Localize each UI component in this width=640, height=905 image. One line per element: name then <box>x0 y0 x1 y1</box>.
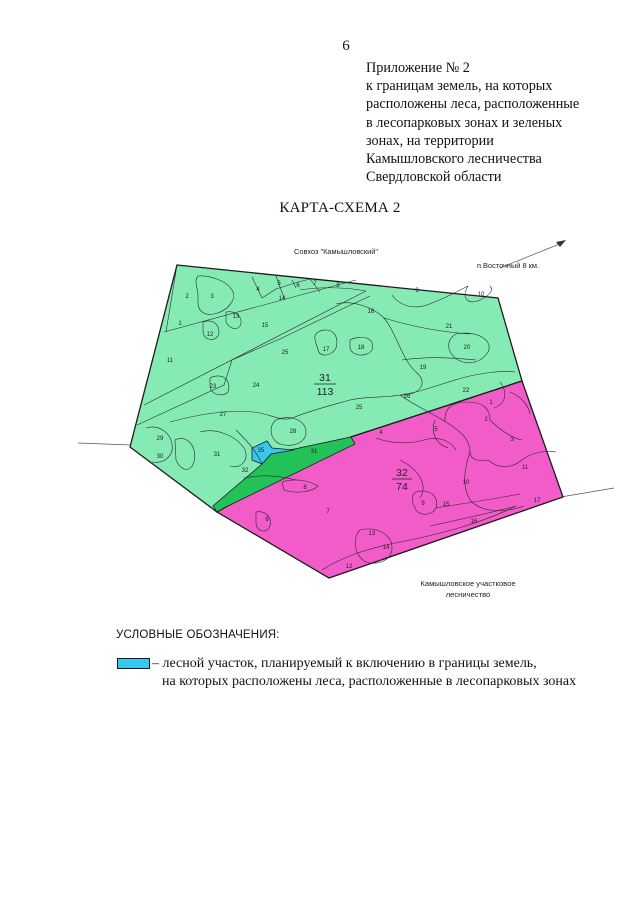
north-parcel-label: 27 <box>219 412 227 418</box>
north-parcel-label: 30 <box>156 454 164 460</box>
north-parcel-label: 21 <box>445 324 453 330</box>
south-parcel-label: 1 <box>489 400 493 406</box>
quarter-31-area-value: 113 <box>316 386 334 398</box>
north-parcel-label: 26 <box>403 394 411 400</box>
north-parcel-label: 17 <box>322 347 330 353</box>
north-parcel-label: 7 <box>313 281 317 287</box>
south-parcel-label: 14 <box>382 545 390 551</box>
north-parcel-label: 35 <box>257 448 265 454</box>
north-parcel-label: 31 <box>213 452 221 458</box>
north-parcel-label: 23 <box>209 384 217 390</box>
appendix-line: Камышловского лесничества <box>366 151 542 168</box>
north-parcel-label: 12 <box>206 332 214 338</box>
north-parcel-label: 25 <box>281 350 289 356</box>
south-parcel-label: 11 <box>521 465 529 471</box>
appendix-line: к границам земель, на которых <box>366 78 553 95</box>
north-parcel-label: 6 <box>296 283 300 289</box>
north-parcel-label: 10 <box>477 292 485 298</box>
south-parcel-label: 3 <box>510 437 514 443</box>
north-parcel-label: 13 <box>232 314 240 320</box>
appendix-line: расположены леса, расположенные <box>366 96 580 113</box>
south-parcel-label: 8 <box>303 485 307 491</box>
direction-arrow <box>556 240 566 247</box>
north-parcel-label: 20 <box>463 345 471 351</box>
south-parcel-label: 5 <box>434 427 438 433</box>
north-parcel-label: 32 <box>241 468 249 474</box>
appendix-line: зонах, на территории <box>366 132 494 149</box>
legend-title: УСЛОВНЫЕ ОБОЗНАЧЕНИЯ: <box>116 629 280 641</box>
north-parcel-label: 25 <box>355 405 363 411</box>
north-parcel-label: 4 <box>256 287 260 293</box>
appendix-line: Приложение № 2 <box>366 60 470 76</box>
map-title: КАРТА-СХЕМА 2 <box>279 200 401 216</box>
forestry-label-line2: лесничество <box>445 590 491 599</box>
quarter-32-number: 32 <box>396 467 408 479</box>
south-parcel-label: 17 <box>533 498 541 504</box>
north-parcel-label: 28 <box>289 429 297 435</box>
north-parcel-label: 11 <box>166 358 174 364</box>
page-number: 6 <box>342 38 350 54</box>
appendix-line: в лесопарковых зонах и зеленых <box>366 114 563 131</box>
legend-swatch <box>117 658 150 669</box>
quarter-31-number: 31 <box>319 372 331 384</box>
north-parcel-label: 19 <box>419 365 427 371</box>
south-parcel-label: 13 <box>368 531 376 537</box>
legend-text-line2: на которых расположены леса, расположенные в лесопарковых зонах <box>162 674 577 689</box>
north-parcel-label: 29 <box>156 436 164 442</box>
south-parcel-label: 16 <box>470 519 478 525</box>
north-parcel-label: 18 <box>357 345 365 351</box>
north-parcel-label: 31 <box>310 449 318 455</box>
south-parcel-label: 9 <box>421 501 425 507</box>
forestry-label-line1: Камышловское участковое <box>420 579 516 588</box>
north-parcel-label: 9 <box>415 288 419 294</box>
north-parcel-label: 14 <box>278 296 286 302</box>
south-parcel-label: 4 <box>379 430 383 436</box>
south-parcel-label: 2 <box>484 417 488 423</box>
north-parcel-label: 3 <box>210 294 214 300</box>
south-parcel-label: 12 <box>345 564 353 570</box>
north-parcel-label: 8 <box>336 283 340 289</box>
north-parcel-label: 24 <box>252 383 260 389</box>
north-parcel-label: 5 <box>277 281 281 287</box>
direction-label: п.Восточный 8 км. <box>477 261 539 270</box>
south-parcel-label: 6 <box>265 517 269 523</box>
south-parcel-label: 7 <box>326 509 330 515</box>
north-parcel-label: 16 <box>367 309 375 315</box>
north-parcel-label: 22 <box>462 388 470 394</box>
legend-text <box>152 655 632 691</box>
south-parcel-label: 10 <box>462 480 470 486</box>
appendix-line: Свердловской области <box>366 169 502 186</box>
quarter-32-area-value: 74 <box>396 481 408 493</box>
legend-text-line1: – лесной участок, планируемый к включению в границы земель, <box>152 656 537 671</box>
north-parcel-label: 2 <box>185 294 189 300</box>
south-parcel-label: 15 <box>442 502 450 508</box>
sovkhoz-label: Совхоз "Камышловский" <box>294 247 378 256</box>
north-parcel-label: 1 <box>178 321 182 327</box>
north-parcel-label: 15 <box>261 323 269 329</box>
